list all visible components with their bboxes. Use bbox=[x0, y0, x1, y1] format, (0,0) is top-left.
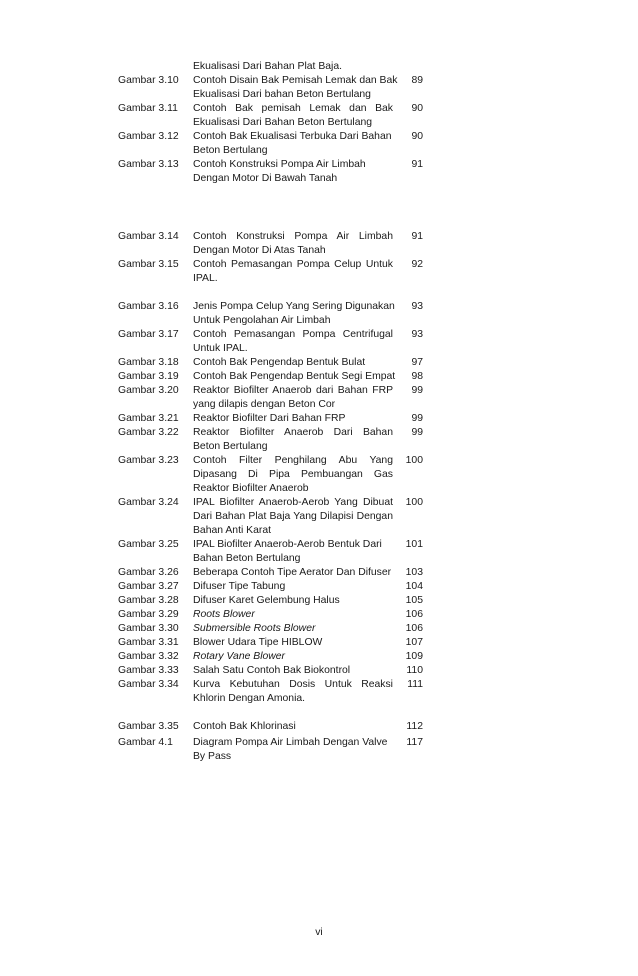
toc-entry-label: Gambar 3.23 bbox=[118, 455, 179, 466]
toc-entry-title-line: Beton Bertulang bbox=[193, 145, 268, 156]
toc-entry-title-line: Reaktor Biofilter Dari Bahan FRP bbox=[193, 413, 346, 424]
toc-entry-page-number: 97 bbox=[411, 357, 423, 368]
toc-entry-label: Gambar 3.19 bbox=[118, 371, 179, 382]
toc-entry-title-line: Beberapa Contoh Tipe Aerator Dan Difuser bbox=[193, 567, 392, 578]
toc-entry-label: Gambar 3.13 bbox=[118, 159, 179, 170]
toc-entry-label: Gambar 3.15 bbox=[118, 259, 179, 270]
toc-entry-title-line: Contoh Filter Penghilang Abu Yang bbox=[193, 455, 393, 466]
toc-entry-page-number: 90 bbox=[411, 131, 423, 142]
toc-entry-label: Gambar 3.32 bbox=[118, 651, 179, 662]
toc-entry-label: Gambar 3.20 bbox=[118, 385, 179, 396]
toc-entry-page-number: 100 bbox=[405, 455, 423, 466]
toc-entry-title-line: Kurva Kebutuhan Dosis Untuk Reaksi bbox=[193, 679, 393, 690]
toc-entry-title-line: Reaktor Biofilter Anaerob bbox=[193, 483, 309, 494]
toc-entry-title-line: Contoh Konstruksi Pompa Air Limbah bbox=[193, 231, 393, 242]
toc-entry-page-number: 109 bbox=[405, 651, 423, 662]
toc-entry-title-line: Ekualisasi Dari Bahan Plat Baja. bbox=[193, 61, 343, 72]
toc-entry-label: Gambar 3.10 bbox=[118, 75, 179, 86]
toc-entry-label: Gambar 3.35 bbox=[118, 721, 179, 732]
page-footer-number: vi bbox=[315, 927, 323, 938]
toc-entry-page-number: 99 bbox=[411, 385, 423, 396]
toc-entry-title-line: Contoh Disain Bak Pemisah Lemak dan Bak bbox=[193, 75, 398, 86]
toc-entry-label: Gambar 3.31 bbox=[118, 637, 179, 648]
toc-entry-label: Gambar 3.28 bbox=[118, 595, 179, 606]
toc-entry-title-line: Contoh Bak pemisah Lemak dan Bak bbox=[193, 103, 393, 114]
toc-entry-title-line: Salah Satu Contoh Bak Biokontrol bbox=[193, 665, 351, 676]
toc-entry-label: Gambar 3.27 bbox=[118, 581, 179, 592]
toc-entry-label: Gambar 3.21 bbox=[118, 413, 179, 424]
toc-entry-title-line: Beton Bertulang bbox=[193, 441, 268, 452]
toc-entry-title-line: Jenis Pompa Celup Yang Sering Digunakan bbox=[193, 301, 395, 312]
toc-entry-label: Gambar 3.17 bbox=[118, 329, 179, 340]
toc-entry-label: Gambar 3.22 bbox=[118, 427, 179, 438]
toc-entry-label: Gambar 3.11 bbox=[118, 103, 178, 114]
toc-entry-title-line: Submersible Roots Blower bbox=[193, 623, 316, 634]
toc-entry-title-line: IPAL Biofilter Anaerob-Aerob Bentuk Dari bbox=[193, 539, 382, 550]
toc-entry-title-line: Dari Bahan Plat Baja Yang Dilapisi Dengan bbox=[193, 511, 393, 522]
toc-entry-page-number: 93 bbox=[411, 329, 423, 340]
toc-entry-title-line: Contoh Bak Khlorinasi bbox=[193, 721, 296, 732]
toc-entry-page-number: 93 bbox=[411, 301, 423, 312]
toc-entry-label: Gambar 3.34 bbox=[118, 679, 179, 690]
toc-entry-title-line: Contoh Konstruksi Pompa Air Limbah bbox=[193, 159, 366, 170]
toc-entry-title-line: Reaktor Biofilter Anaerob dari Bahan FRP bbox=[193, 385, 393, 396]
toc-entry-title-line: Diagram Pompa Air Limbah Dengan Valve bbox=[193, 737, 388, 748]
toc-entry-page-number: 110 bbox=[406, 665, 423, 676]
toc-entry-page-number: 103 bbox=[405, 567, 423, 578]
toc-entry-page-number: 91 bbox=[411, 159, 423, 170]
toc-entry-label: Gambar 4.1 bbox=[118, 737, 173, 748]
toc-entry-title-line: Dipasang Di Pipa Pembuangan Gas bbox=[193, 469, 393, 480]
toc-entry-title-line: Ekualisasi Dari bahan Beton Bertulang bbox=[193, 89, 371, 100]
toc-entry-page-number: 92 bbox=[411, 259, 423, 270]
toc-entry-page-number: 104 bbox=[405, 581, 423, 592]
toc-entry-title-line: Rotary Vane Blower bbox=[193, 651, 286, 662]
toc-entry-title-line: Contoh Bak Pengendap Bentuk Segi Empat bbox=[193, 371, 396, 382]
toc-entry-page-number: 106 bbox=[405, 609, 423, 620]
toc-entry-title-line: Dengan Motor Di Bawah Tanah bbox=[193, 173, 338, 184]
toc-entry-title-line: Roots Blower bbox=[193, 609, 255, 620]
toc-entry-page-number: 101 bbox=[405, 539, 423, 550]
toc-entry-title-line: Contoh Pemasangan Pompa Centrifugal bbox=[193, 329, 393, 340]
toc-entry-title-line: Contoh Pemasangan Pompa Celup Untuk bbox=[193, 259, 393, 270]
toc-entry-title-line: Difuser Karet Gelembung Halus bbox=[193, 595, 340, 606]
toc-entry-page-number: 112 bbox=[406, 721, 423, 732]
toc-entry-label: Gambar 3.18 bbox=[118, 357, 179, 368]
toc-entry-title-line: Blower Udara Tipe HIBLOW bbox=[193, 637, 323, 648]
toc-entry-title-line: Reaktor Biofilter Anaerob Dari Bahan bbox=[193, 427, 393, 438]
toc-entry-title-line: Ekualisasi Dari Bahan Beton Bertulang bbox=[193, 117, 373, 128]
toc-entry-title-line: Contoh Bak Ekualisasi Terbuka Dari Bahan bbox=[193, 131, 392, 142]
toc-entry-page-number: 98 bbox=[411, 371, 423, 382]
toc-entry-label: Gambar 3.29 bbox=[118, 609, 179, 620]
toc-entry-title-line: Untuk IPAL. bbox=[193, 343, 248, 354]
toc-entry-title-line: yang dilapis dengan Beton Cor bbox=[193, 399, 336, 410]
toc-entry-title-line: Contoh Bak Pengendap Bentuk Bulat bbox=[193, 357, 366, 368]
toc-entry-label: Gambar 3.26 bbox=[118, 567, 179, 578]
toc-entry-title-line: Difuser Tipe Tabung bbox=[193, 581, 286, 592]
toc-entry-title-line: IPAL. bbox=[193, 273, 218, 284]
toc-entry-label: Gambar 3.14 bbox=[118, 231, 179, 242]
toc-entry-page-number: 91 bbox=[411, 231, 423, 242]
toc-entry-page-number: 107 bbox=[405, 637, 423, 648]
toc-entry-page-number: 105 bbox=[405, 595, 423, 606]
toc-entry-page-number: 99 bbox=[411, 413, 423, 424]
toc-entry-label: Gambar 3.30 bbox=[118, 623, 179, 634]
toc-entry-label: Gambar 3.24 bbox=[118, 497, 179, 508]
toc-entry-title-line: Dengan Motor Di Atas Tanah bbox=[193, 245, 326, 256]
toc-entry-title-line: Untuk Pengolahan Air Limbah bbox=[193, 315, 331, 326]
toc-entry-page-number: 89 bbox=[411, 75, 423, 86]
toc-entry-title-line: Khlorin Dengan Amonia. bbox=[193, 693, 306, 704]
toc-entry-title-line: Bahan Anti Karat bbox=[193, 525, 271, 536]
toc-entry-page-number: 99 bbox=[411, 427, 423, 438]
toc-entry-page-number: 111 bbox=[407, 679, 423, 690]
toc-entry-label: Gambar 3.16 bbox=[118, 301, 179, 312]
toc-entry-title-line: Bahan Beton Bertulang bbox=[193, 553, 301, 564]
toc-entry-page-number: 90 bbox=[411, 103, 423, 114]
toc-entry-page-number: 106 bbox=[405, 623, 423, 634]
toc-entry-title-line: By Pass bbox=[193, 751, 232, 762]
toc-entry-label: Gambar 3.25 bbox=[118, 539, 179, 550]
toc-entry-label: Gambar 3.33 bbox=[118, 665, 179, 676]
toc-entry-label: Gambar 3.12 bbox=[118, 131, 179, 142]
toc-entry-page-number: 100 bbox=[405, 497, 423, 508]
toc-entry-page-number: 117 bbox=[406, 737, 423, 748]
toc-entry-title-line: IPAL Biofilter Anaerob-Aerob Yang Dibuat bbox=[193, 497, 393, 508]
